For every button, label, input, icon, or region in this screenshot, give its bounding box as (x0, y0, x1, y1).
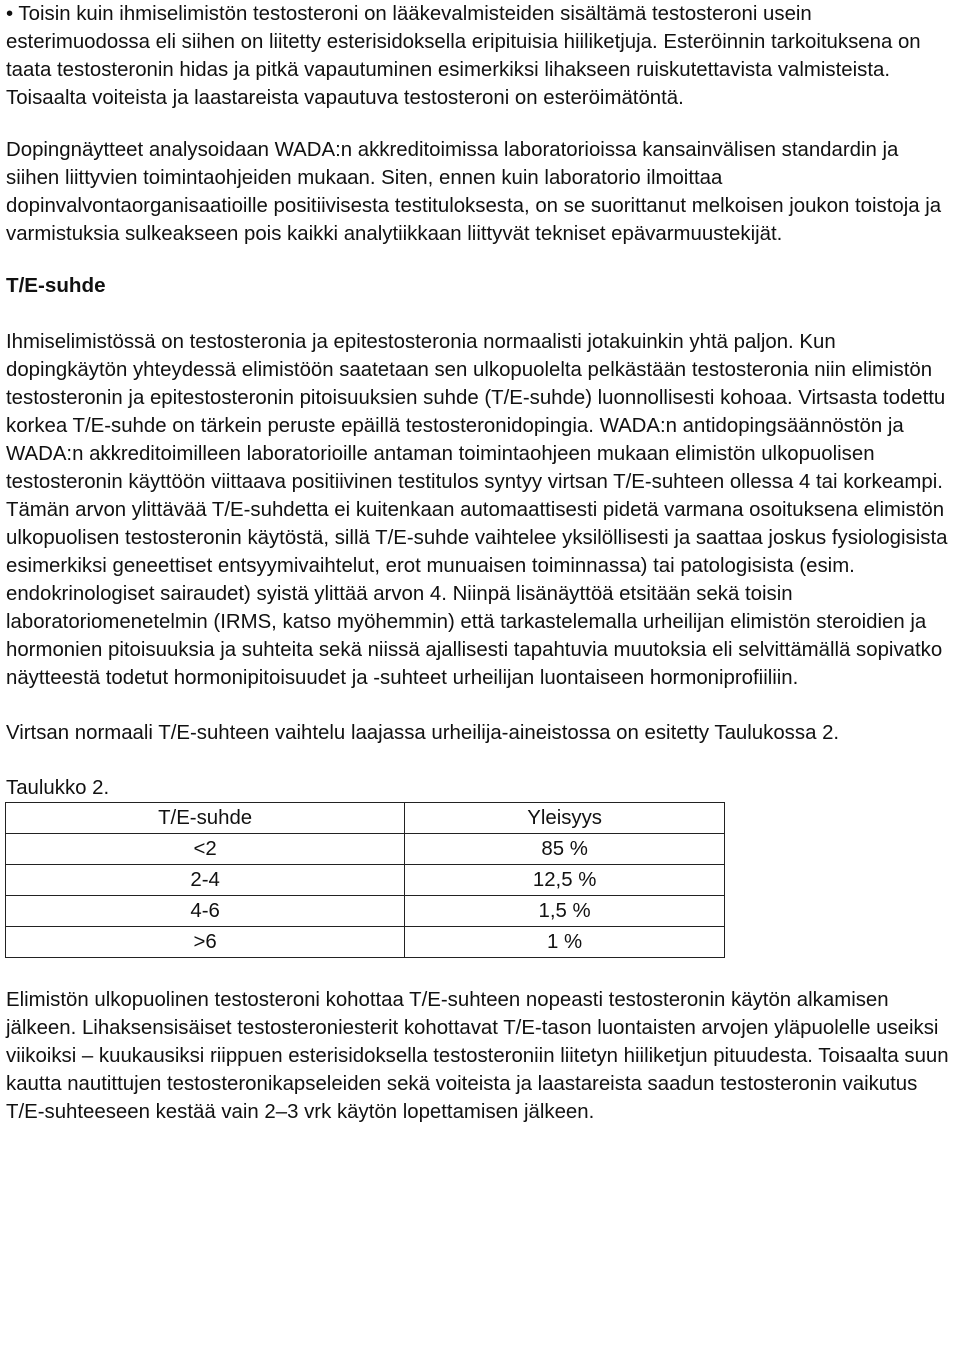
table-row (6, 927, 725, 958)
table-header-cell: T/E-suhde (6, 803, 405, 834)
paragraph-table-intro: Virtsan normaali T/E-suhteen vaihtelu laajassa urheilija-aineistossa on esitetty Taulukossa 2. (6, 722, 840, 744)
paragraph-esterification: • Toisin kuin ihmiselimistön testosteroni on lääkevalmisteiden sisältämä testosteroni usein esterimuodossa eli siihen on liitetty esterisidoksella eripituisia hiiliketjuja. Esteröinnin tarkoituksena on taata testosteronin hidas ja pitkä vapautuminen esimerkiksi lihakseen ruiskutettavista valmisteista. Toisaalta voiteista ja laastareista vapautuva testosteroni on esteröimätöntä. (6, 3, 921, 109)
table-cell-ratio: 2-4 (6, 865, 405, 896)
table-row (6, 834, 725, 865)
paragraph-te-ratio: Ihmiselimistössä on testosteronia ja epitestosteronia normaalisti jotakuinkin yhtä paljon. Kun dopingkäytön yhteydessä elimistöön saatetaan sen ulkopuolelta pelkästään testosteronia niin elimistön testosteronin ja epitestosteronin pitoisuuksien suhde (T/E-suhde) luonnollisesti kohoaa. Virtsasta todettu korkea T/E-suhde on tärkein peruste epäillä testosteronidopingia. WADA:n antidopingsäännöstön ja WADA:n akkreditoimilleen laboratorioille antaman toimintaohjeen mukaan elimistön ulkopuolisen testosteronin käyttöön viittaava positiivinen testitulos syntyy virtsan T/E-suhteen ollessa 4 tai korkeampi. Tämän arvon ylittävää T/E-suhdetta ei kuitenkaan automaattisesti pidetä varmana osoituksena elimistön ulkopuolisen testosteronin käytöstä, sillä T/E-suhde vaihtelee yksilöllisesti ja saattaa joskus fysiologisista esimerkiksi geneettiset entsyymivaihtelut, erot munuaisen toiminnassa) tai patologisista (esim. endokrinologiset sairaudet) syistä ylittää arvon 4. Niinpä lisänäyttöä etsitään sekä toisin laboratoriomenetelmin (IRMS, katso myöhemmin) että tarkastelemalla urheilijan elimistön steroidien ja hormonien pitoisuuksia ja suhteita sekä niissä ajallisesti tapahtuvia muutoksia eli selvittämällä sopivatko näytteestä todetut hormonipitoisuudet ja -suhteet urheilijan luontaiseen hormoniprofiiliin. (6, 331, 948, 689)
table-header-row (6, 803, 725, 834)
paragraph-doping-samples: Dopingnäytteet analysoidaan WADA:n akkreditoimissa laboratorioissa kansainvälisen standardin ja siihen liittyvien toimintaohjeiden mukaan. Siten, ennen kuin laboratorio ilmoittaa dopinvalvontaorganisaatioille positiivisesta testituloksesta, on se suorittanut melkoisen joukon toistoja ja varmistuksia sulkeakseen pois kaikki analytiikkaan liittyvät tekniset epävarmuustekijät. (6, 139, 942, 245)
table-cell-frequency: 1,5 % (405, 896, 725, 927)
table-row (6, 896, 725, 927)
table-cell-ratio: >6 (6, 927, 405, 958)
paragraph-external-testosterone: Elimistön ulkopuolinen testosteroni kohottaa T/E-suhteen nopeasti testosteronin käytön alkamisen jälkeen. Lihaksensisäiset testosteroniesterit kohottavat T/E-tason luontaisten arvojen yläpuolelle useiksi viikoiksi – kuukausiksi riippuen esterisidoksella testosteroniin liitetyn hiiliketjun pituudesta. Toisaalta suun kautta nautittujen testosteronikapseleiden sekä voiteista ja laastareista saadun testosteronin vaikutus T/E-suhteeseen kestää vain 2–3 vrk käytön lopettamisen jälkeen. (6, 989, 949, 1123)
table-caption: Taulukko 2. (6, 777, 110, 799)
table-cell-ratio: 4-6 (6, 896, 405, 927)
table-cell-frequency: 85 % (405, 834, 725, 865)
table-cell-ratio: <2 (6, 834, 405, 865)
table-cell-frequency: 1 % (405, 927, 725, 958)
te-ratio-table (5, 802, 725, 958)
section-heading-te-ratio: T/E-suhde (6, 274, 106, 297)
table-row (6, 865, 725, 896)
table-header-cell: Yleisyys (405, 803, 725, 834)
table-cell-frequency: 12,5 % (405, 865, 725, 896)
